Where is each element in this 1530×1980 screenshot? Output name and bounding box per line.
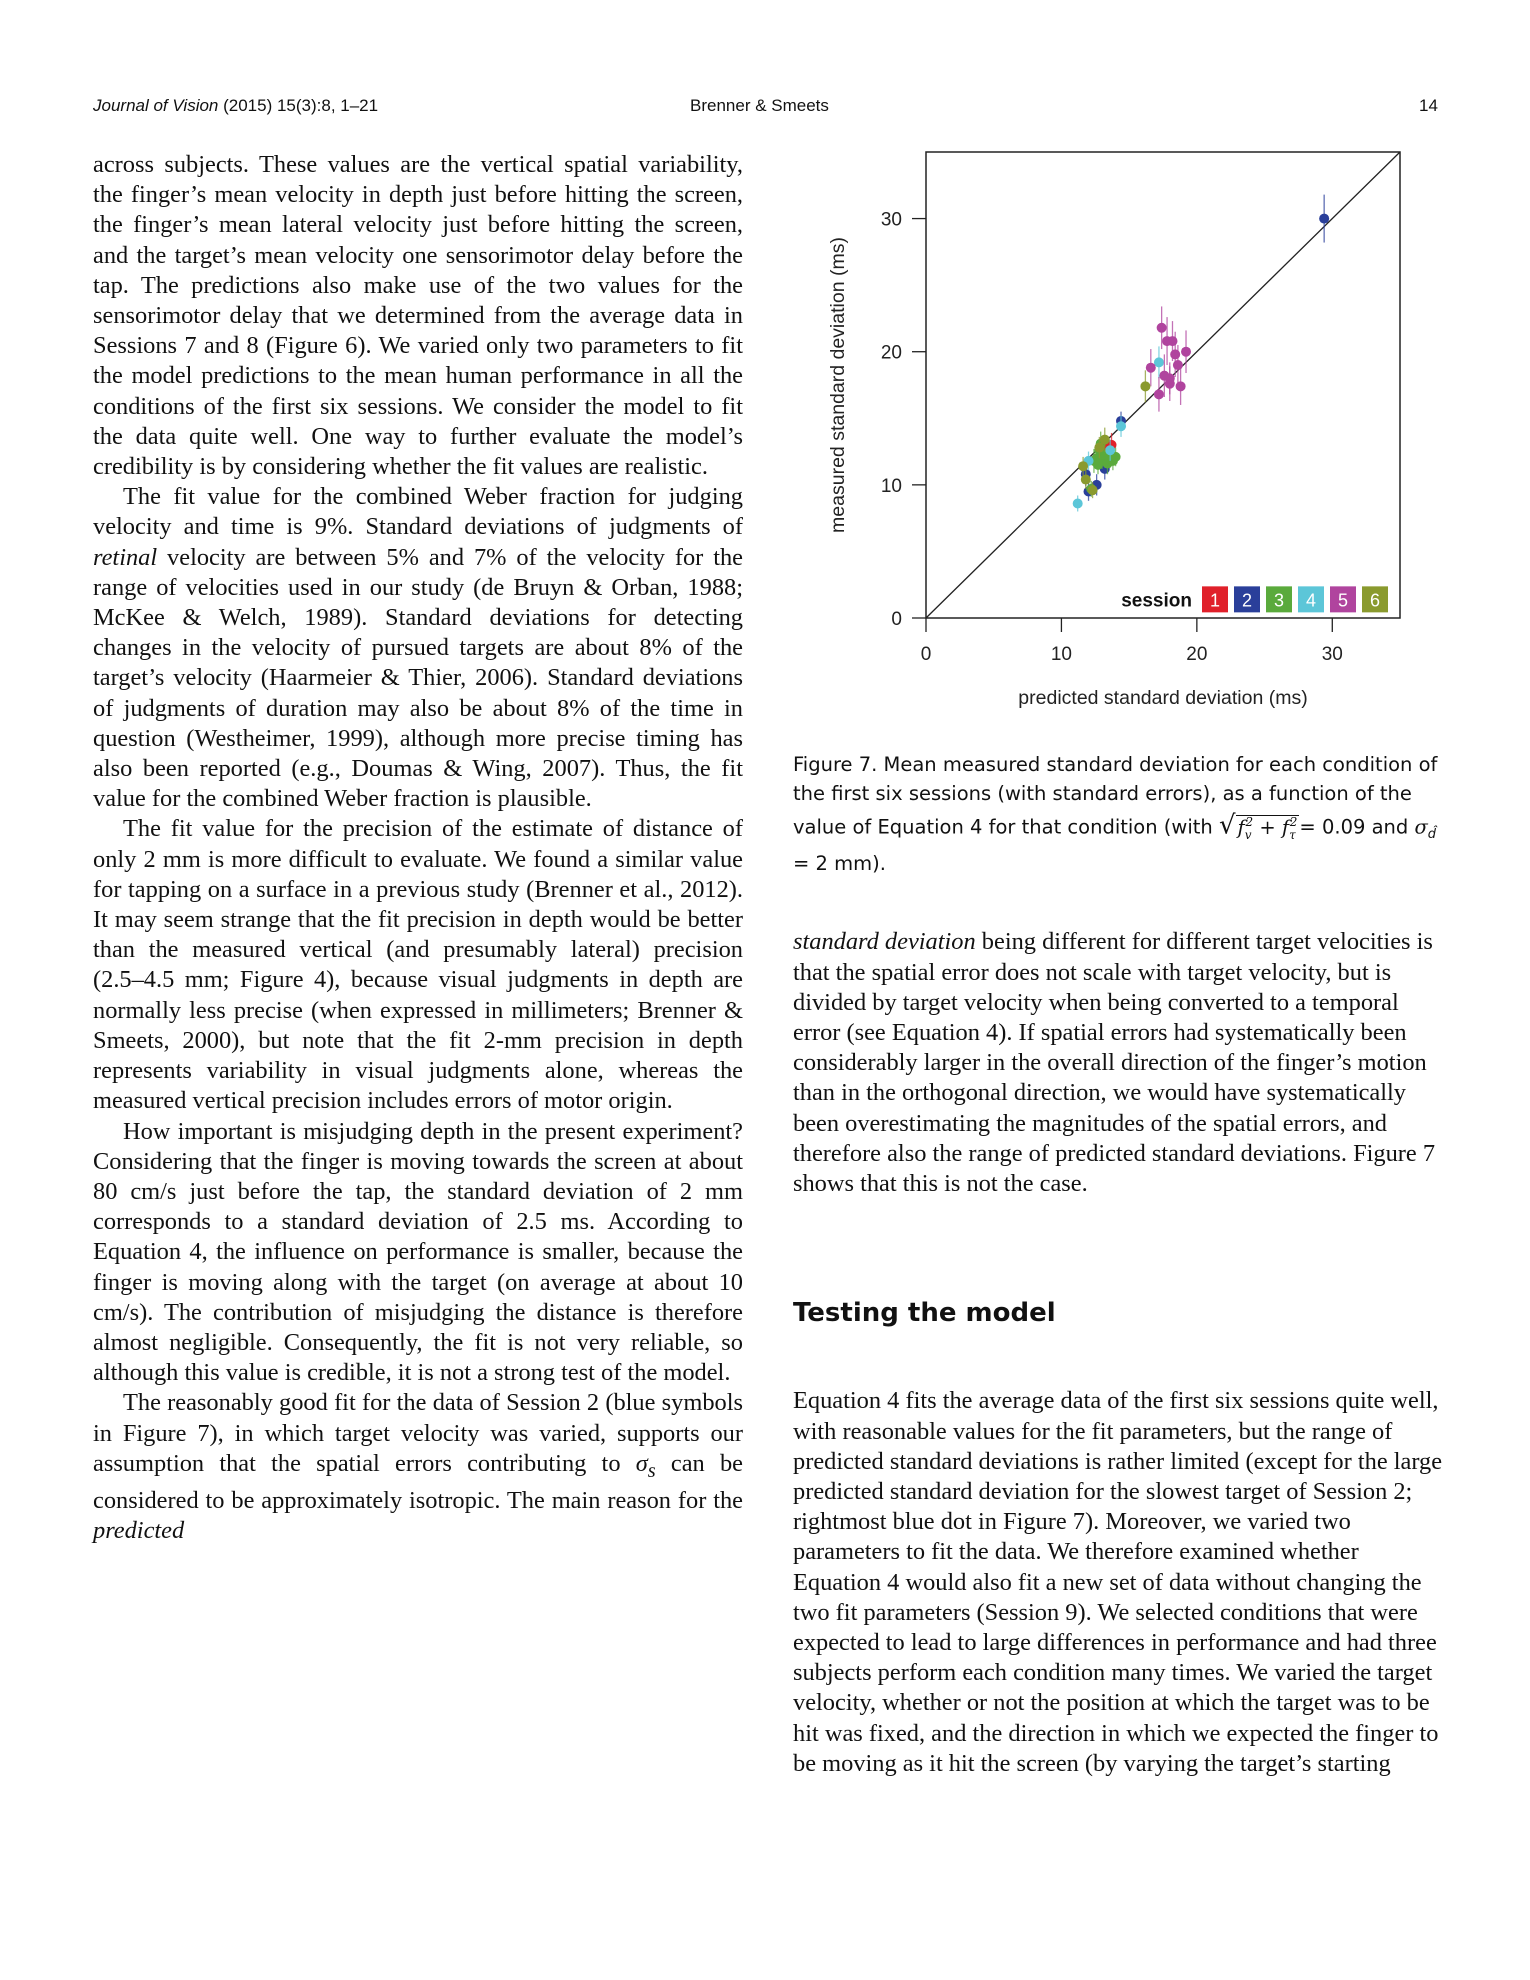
figure-7 <box>820 140 1450 740</box>
data-point <box>1319 214 1329 224</box>
data-point <box>1154 389 1164 399</box>
legend-label: 4 <box>1305 590 1317 611</box>
data-point <box>1105 445 1115 455</box>
y-tick-label: 10 <box>880 475 902 497</box>
right-column-top <box>793 903 1443 1224</box>
legend-label: 5 <box>1337 590 1349 611</box>
identity-line <box>926 152 1400 618</box>
sqrt-formula-icon: √ $f_v^2 + f_\tau^2$ <box>1218 810 1298 842</box>
data-point <box>1181 347 1191 357</box>
paragraph: The fit value for the precision of the estimate of distance of only 2 mm is more difficult to evaluate. We found a similar value for tapping on a surface in a previous study (Brenner et al., 2012). It may seem strange that the fit precision in depth would be better than the measured vertical (and presumably lateral) precision (2.5–4.5 mm; Figure 4), because visual judgments in depth are normally less precise (when expressed in millimeters; Brenner & Smeets, 2000), but note that the fit 2-mm precision in depth represents variability in visual judgments alone, whereas the measured vertical precision includes errors of motor origin. <box>93 815 743 1115</box>
journal-volume: (2015) 15(3):8, 1–21 <box>218 96 379 115</box>
paragraph <box>93 1388 743 1546</box>
sigma-symbol: σ <box>635 1449 648 1477</box>
text: velocity are between 5% and 7% of the velocity for the range of velocities used in our study (de Bruyn & Orban, 1988; McKee & Welch, 1989). Standard deviations for detecting changes in the velocity of pursued targets are about 8% of the target’s velocity (Haarmeier & Thier, 2006). Standard deviations of judgments of duration may also be about 8% of the time in question (Westheimer, 1999), although more precise timing has also been reported (e.g., Doumas & Wing, 2007). Thus, the fit value for the combined Weber fraction is plausible. <box>93 543 743 813</box>
emphasis: retinal <box>93 543 158 571</box>
text: = 2 mm). <box>793 852 886 876</box>
authors: Brenner & Smeets <box>690 96 829 115</box>
data-point <box>1165 373 1175 383</box>
paragraph: How important is misjudging depth in the present experiment? Considering that the finger is moving towards the screen at about 80 cm/s just before the tap, the standard deviation of 2 mm corresponds to a standard deviation of 2.5 ms. According to Equation 4, the influence on performance is smaller, because the finger is moving along with the target (on average at about 10 cm/s). The contribution of misjudging the distance is therefore almost negligible. Consequently, the fit is not very reliable, so although this value is credible, it is not a strong test of the model. <box>93 1117 743 1387</box>
legend-label: 1 <box>1209 590 1221 611</box>
text: being different for different target velocities is that the spatial error does not scale with target velocity, but is divided by target velocity when being converted to a temporal error (see Equation 4). If spatial errors had systematically been considerably larger in the overall direction of the finger’s motion than in the orthogonal direction, we would have systematically been overestimating the magnitudes of the spatial errors, and therefore also the range of predicted standard deviations. Figure 7 shows that this is not the case. <box>793 928 1436 1198</box>
data-point <box>1173 360 1183 370</box>
emphasis: standard deviation <box>793 928 976 956</box>
journal-name: Journal of Vision <box>93 96 219 115</box>
x-tick-label: 10 <box>1050 644 1072 665</box>
data-point <box>1140 381 1150 391</box>
figure-caption <box>793 750 1443 878</box>
data-point <box>1170 349 1180 359</box>
y-axis-label: measured standard deviation (ms) <box>827 237 849 533</box>
legend-label: 2 <box>1241 590 1253 611</box>
paragraph: across subjects. These values are the vertical spatial variability, the finger’s mean velocity in depth just before hitting the screen, the finger’s mean lateral velocity just before hitting the screen, and the target’s mean velocity one sensorimotor delay before the tap. The predictions also make use of the two values for the sensorimotor delay that we determined from the average data in Sessions 7 and 8 (Figure 6). We varied only two parameters to fit the model predictions to the mean human performance in all the conditions of the first six sessions. We consider the model to fit the data quite well. One way to further evaluate the model’s credibility is by considering whether the fit values are realistic. <box>93 151 743 481</box>
paragraph <box>793 927 1443 1199</box>
journal-citation <box>93 96 378 116</box>
data-point <box>1157 323 1167 333</box>
paragraph <box>93 482 743 814</box>
legend-label: 6 <box>1369 590 1381 611</box>
x-tick-label: 20 <box>1186 644 1208 665</box>
text: and <box>1365 815 1415 839</box>
legend-label: 3 <box>1273 590 1285 611</box>
data-point <box>1088 485 1098 495</box>
y-tick-label: 20 <box>880 342 902 364</box>
y-tick-label: 30 <box>880 209 902 231</box>
x-axis-label: predicted standard deviation (ms) <box>1018 687 1308 709</box>
running-header <box>0 96 1530 120</box>
caption-text <box>793 750 1443 878</box>
x-tick-label: 30 <box>1321 644 1343 665</box>
text: Figure 7. Mean measured standard deviation for each condition of the first six sessions (with standard errors), as a function of the value of Equation 4 for that condition (with <box>793 753 1438 839</box>
data-point <box>1116 421 1126 431</box>
text: can be considered to be approximately isotropic. The main reason for the <box>93 1449 743 1514</box>
sigma-symbol: σ <box>1414 815 1428 839</box>
data-point <box>1081 475 1091 485</box>
data-point <box>1078 461 1088 471</box>
right-column-bottom <box>793 1362 1443 1803</box>
left-column <box>93 150 743 1546</box>
x-tick-label: 0 <box>920 644 932 665</box>
scatter-chart <box>820 140 1450 740</box>
sigma-subscript: d̂ <box>1427 827 1437 843</box>
section-heading: Testing the model <box>793 1298 1056 1328</box>
data-point <box>1176 381 1186 391</box>
data-point <box>1073 498 1083 508</box>
sigma-subscript: s <box>647 1459 656 1482</box>
legend-title: session <box>1121 590 1192 612</box>
paragraph: Equation 4 fits the average data of the first six sessions quite well, with reasonable values for the fit parameters, but the range of predicted standard deviations is rather limited (except for the large predicted standard deviation for the slowest target of Session 2; rightmost blue dot in Figure 7). Moreover, we varied two parameters to fit the data. We therefore examined whether Equation 4 would also fit a new set of data without changing the two fit parameters (Session 9). We selected conditions that were expected to lead to large differences in performance and had three subjects perform each condition many times. We varied the target velocity, whether or not the position at which the target was to be hit was fixed, and the direction in which we expected the finger to be moving as it hit the screen (by varying the target’s starting <box>793 1387 1443 1777</box>
text: The reasonably good fit for the data of Session 2 (blue symbols in Figure 7), in which target velocity was varied, supports our assumption that the spatial errors contributing to <box>93 1389 743 1477</box>
text: = 0.09 <box>1299 815 1366 839</box>
text: The fit value for the combined Weber fraction for judging velocity and time is 9%. Standard deviations of judgments of <box>93 483 743 541</box>
y-tick-label: 0 <box>891 609 902 630</box>
data-point <box>1146 363 1156 373</box>
page-number: 14 <box>1419 96 1438 115</box>
data-point <box>1167 336 1177 346</box>
emphasis: predicted <box>93 1517 185 1545</box>
data-point <box>1100 435 1110 445</box>
